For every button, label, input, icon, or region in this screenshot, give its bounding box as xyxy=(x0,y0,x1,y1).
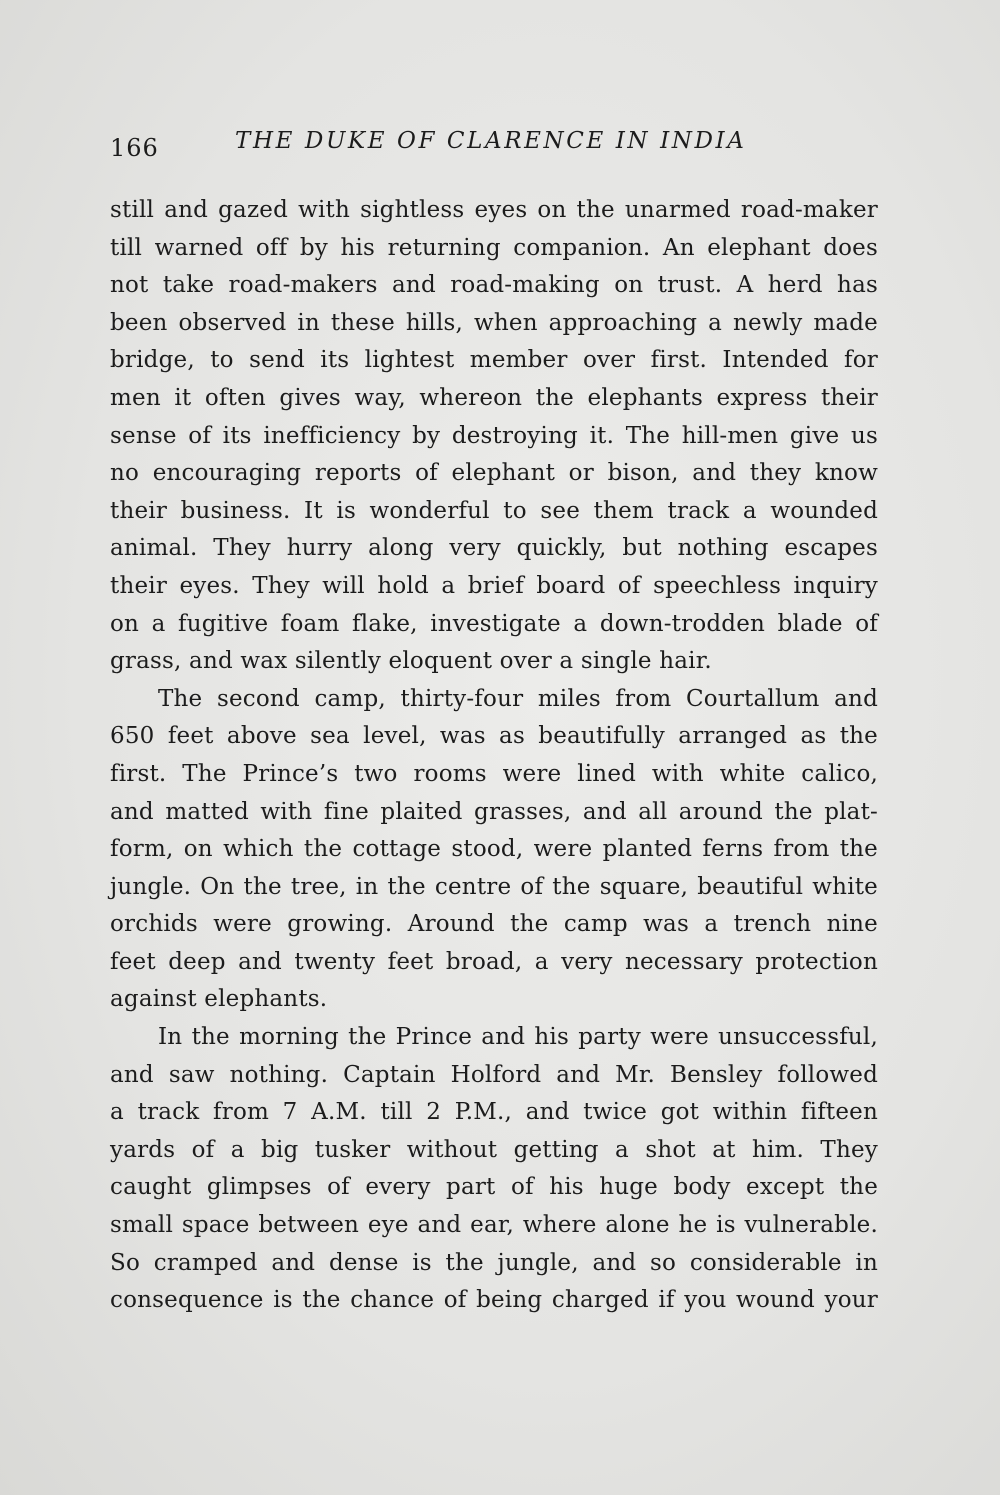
text-line: first. The Prince’s two rooms were lined with white calico, xyxy=(110,760,878,787)
text-line: feet deep and twenty feet broad, a very necessary protection xyxy=(110,948,878,975)
page-header xyxy=(110,128,750,168)
text-line: So cramped and dense is the jungle, and so considerable in xyxy=(110,1249,878,1276)
text-line: on a fugitive foam flake, investigate a down-trodden blade of xyxy=(110,610,878,637)
text-line: men it often gives way, whereon the elephants express their xyxy=(110,384,878,411)
text-line: sense of its inefficiency by destroying it. The hill-men give us xyxy=(110,422,878,449)
paragraph-2 xyxy=(110,681,878,1019)
text-line: been observed in these hills, when approaching a newly made xyxy=(110,309,878,336)
text-line: their business. It is wonderful to see them track a wounded xyxy=(110,497,878,524)
paragraph-3 xyxy=(110,1019,878,1320)
running-title: THE DUKE OF CLARENCE IN INDIA xyxy=(235,128,747,154)
text-line: yards of a big tusker without getting a shot at him. They xyxy=(110,1136,878,1163)
text-line: consequence is the chance of being charged if you wound your xyxy=(110,1287,878,1314)
text-line: no encouraging reports of elephant or bison, and they know xyxy=(110,460,878,487)
page-number: 166 xyxy=(110,134,159,162)
text-line: and saw nothing. Captain Holford and Mr. Bensley followed xyxy=(110,1061,878,1088)
text-line: In the morning the Prince and his party were unsuccessful, xyxy=(158,1024,878,1051)
text-line: bridge, to send its lightest member over first. Intended for xyxy=(110,347,878,374)
text-line: orchids were growing. Around the camp was a trench nine xyxy=(110,911,878,938)
text-line: a track from 7 A.M. till 2 P.M., and twice got within fifteen xyxy=(110,1099,878,1126)
text-line: grass, and wax silently eloquent over a single hair. xyxy=(110,648,712,675)
text-line: The second camp, thirty-four miles from Courtallum and xyxy=(158,685,878,712)
text-line: their eyes. They will hold a brief board of speechless inquiry xyxy=(110,572,878,599)
text-line: and matted with fine plaited grasses, and all around the plat- xyxy=(110,798,878,825)
text-line: not take road-makers and road-making on trust. A herd has xyxy=(110,272,878,299)
text-line: form, on which the cottage stood, were planted ferns from the xyxy=(110,836,878,863)
body-text xyxy=(110,192,878,1320)
text-line: till warned off by his returning companion. An elephant does xyxy=(110,234,878,261)
text-line: still and gazed with sightless eyes on the unarmed road-maker xyxy=(110,197,878,223)
text-line: jungle. On the tree, in the centre of the square, beautiful white xyxy=(110,873,878,900)
paragraph-1 xyxy=(110,192,878,681)
text-line: 650 feet above sea level, was as beautifully arranged as the xyxy=(110,723,878,750)
text-line: against elephants. xyxy=(110,986,328,1013)
text-line: caught glimpses of every part of his huge body except the xyxy=(110,1174,878,1201)
text-line: small space between eye and ear, where alone he is vulnerable. xyxy=(110,1212,878,1239)
text-line: animal. They hurry along very quickly, but nothing escapes xyxy=(110,535,878,562)
